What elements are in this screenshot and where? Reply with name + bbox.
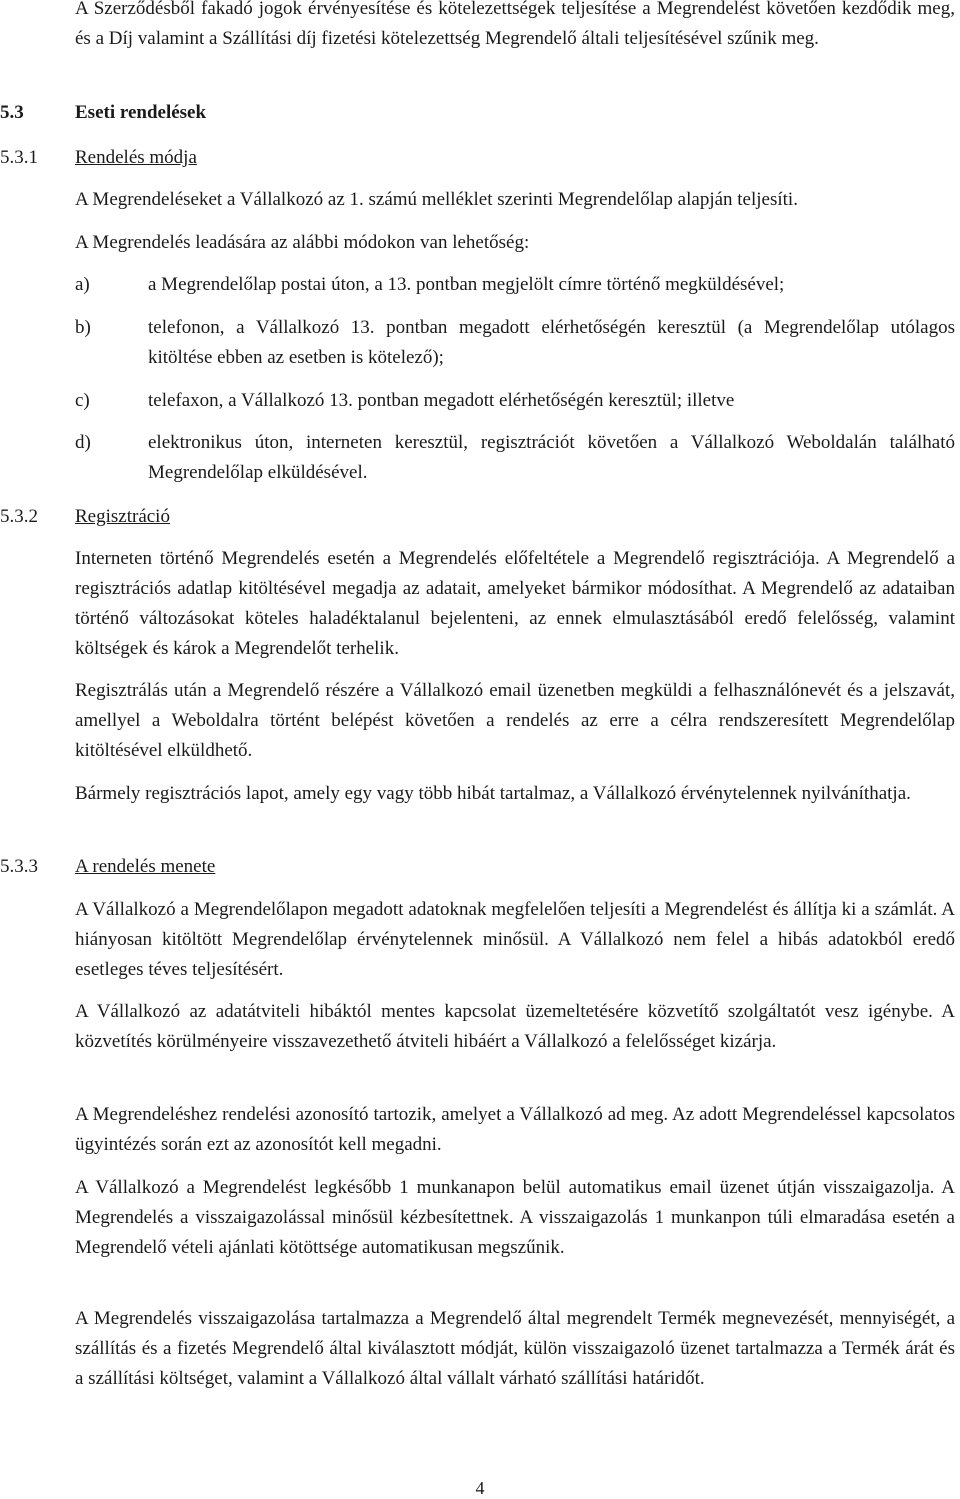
subsection-title: Regisztráció: [75, 506, 170, 527]
list-marker: a): [75, 274, 90, 295]
paragraph: A Vállalkozó az adatátviteli hibáktól mentes kapcsolat üzemeltetésére közvetítő szolgáltatót vesz igénybe. A közvetítés körülményeire visszavezethető átviteli hibáért a Vállalkozó a felelősséget kizárja.: [75, 1001, 955, 1052]
paragraph: A Vállalkozó a Megrendelést legkésőbb 1 munkanapon belül automatikus email üzenet útján visszaigazolja. A Megrendelés a visszaigazolással minősül kézbesítettnek. A visszaigazolás 1 munkanpon túli elmaradása esetén a Megrendelő vételi ajánlati kötöttsége automatikusan megszűnik.: [75, 1177, 955, 1258]
list-item: telefonon, a Vállalkozó 13. pontban megadott elérhetőségén keresztül (a Megrendelőlap utólagos kitöltése ebben az esetben is kötelező);: [148, 317, 955, 368]
list-item: elektronikus úton, interneten keresztül, regisztrációt követően a Vállalkozó Weboldalán található Megrendelőlap elküldésével.: [148, 432, 955, 483]
list-item: telefaxon, a Vállalkozó 13. pontban megadott elérhetőségén keresztül; illetve: [148, 390, 735, 411]
intro-paragraph: A Szerződésből fakadó jogok érvényesítése és kötelezettségek teljesítése a Megrendelést követően kezdődik meg, és a Díj valamint a Szállítási díj fizetési kötelezettség Megrendelő általi teljesítésével szűnik meg.: [75, 0, 955, 49]
list-marker: d): [75, 432, 91, 453]
subsection-number: 5.3.2: [0, 506, 38, 527]
paragraph: A Vállalkozó a Megrendelőlapon megadott adatoknak megfelelően teljesíti a Megrendelést és állítja ki a számlát. A hiányosan kitöltött Megrendelőlap érvénytelennek minősül. A Vállalkozó nem felel a hibás adatokból eredő esetleges téves teljesítésért.: [75, 899, 955, 980]
paragraph: Interneten történő Megrendelés esetén a Megrendelés előfeltétele a Megrendelő regisztrációja. A Megrendelő a regisztrációs adatlap kitöltésével megadja az adatait, amelyeket bármikor módosíthat. A Megrendelő az adataiban történő változásokat köteles haladéktalanul bejelenteni, az ennek elmulasztásából eredő felelősség, valamint költségek és károk a Megrendelőt terhelik.: [75, 548, 955, 659]
subsection-title: Rendelés módja: [75, 147, 197, 168]
subsection-number: 5.3.1: [0, 147, 38, 168]
paragraph: A Megrendeléseket a Vállalkozó az 1. számú melléklet szerinti Megrendelőlap alapján teljesíti.: [75, 189, 798, 210]
paragraph: A Megrendelés visszaigazolása tartalmazza a Megrendelő által megrendelt Termék megnevezését, mennyiségét, a szállítás és a fizetés Megrendelő által kiválasztott módját, külön visszaigazoló üzenet tartalmazza a Termék árát és a szállítási költséget, valamint a Vállalkozó által vállalt várható szállítási határidőt.: [75, 1308, 955, 1389]
subsection-title: A rendelés menete: [75, 856, 216, 877]
paragraph: Bármely regisztrációs lapot, amely egy vagy több hibát tartalmaz, a Vállalkozó érvénytelennek nyilváníthatja.: [75, 783, 911, 804]
section-title: Eseti rendelések: [75, 102, 207, 123]
section-number: 5.3: [0, 102, 24, 123]
paragraph: A Megrendelés leadására az alábbi módokon van lehetőség:: [75, 232, 530, 253]
page-number: 4: [475, 1478, 485, 1498]
list-marker: c): [75, 390, 90, 411]
list-item: a Megrendelőlap postai úton, a 13. pontban megjelölt címre történő megküldésével;: [148, 274, 785, 295]
paragraph: A Megrendeléshez rendelési azonosító tartozik, amelyet a Vállalkozó ad meg. Az adott Megrendeléssel kapcsolatos ügyintézés során ezt az azonosítót kell megadni.: [75, 1104, 955, 1155]
paragraph: Regisztrálás után a Megrendelő részére a Vállalkozó email üzenetben megküldi a felhasználónevét és a jelszavát, amellyel a Weboldalra történt belépést követően a rendelés az erre a célra rendszeresített Megrendelőlap kitöltésével elküldhető.: [75, 680, 955, 761]
subsection-number: 5.3.3: [0, 856, 38, 877]
list-marker: b): [75, 317, 91, 338]
